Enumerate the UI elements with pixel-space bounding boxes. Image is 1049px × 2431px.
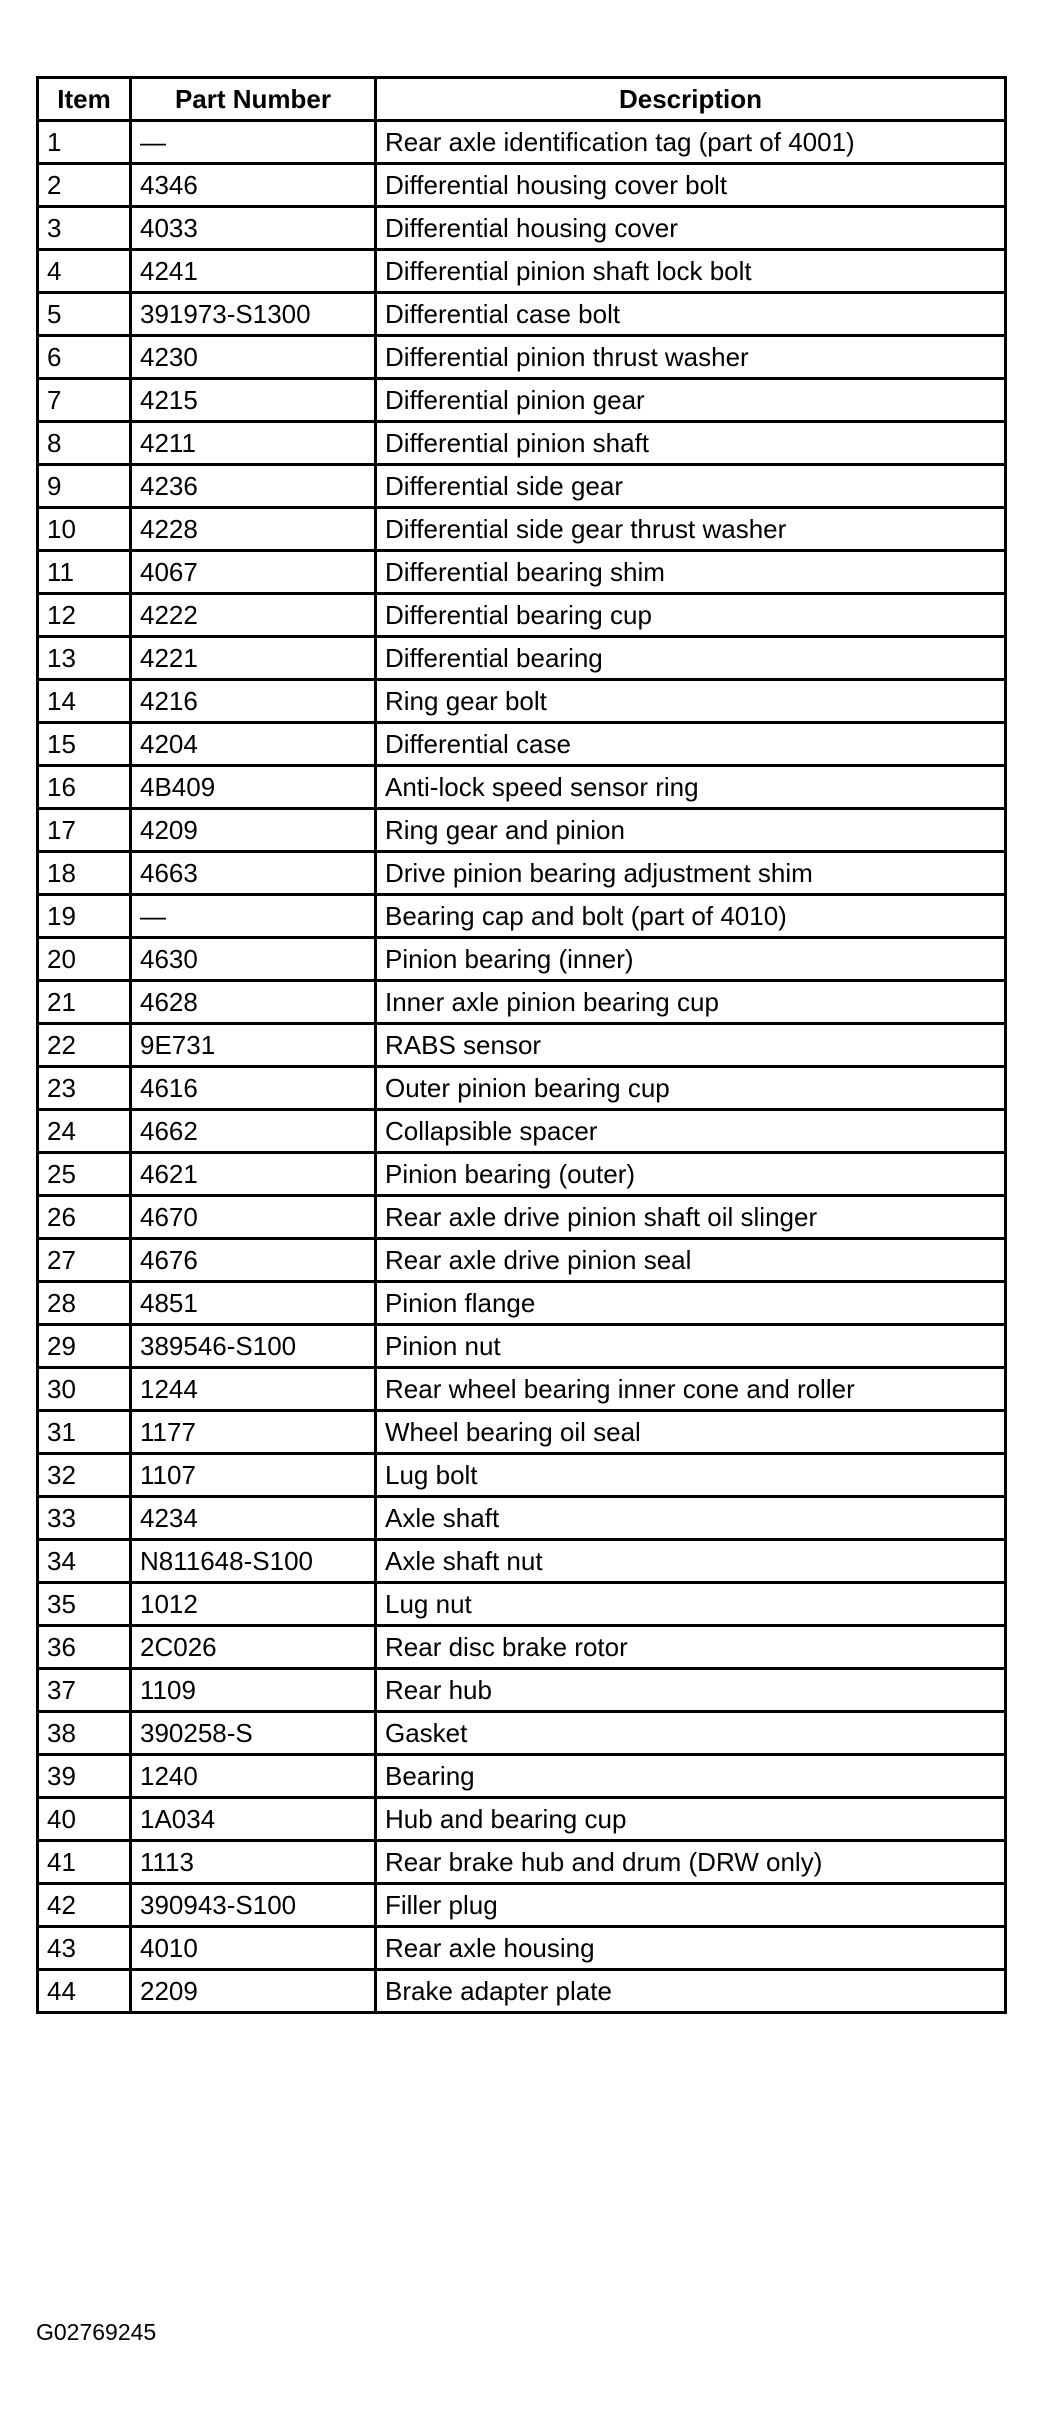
cell-part-number: N811648-S100 — [131, 1540, 376, 1583]
table-header-row — [38, 78, 1006, 121]
cell-description: Rear wheel bearing inner cone and roller — [376, 1368, 1006, 1411]
cell-part-number: 1240 — [131, 1755, 376, 1798]
table-row — [38, 895, 1006, 938]
cell-item: 15 — [38, 723, 131, 766]
cell-part-number: 4010 — [131, 1927, 376, 1970]
cell-item: 2 — [38, 164, 131, 207]
table-row — [38, 723, 1006, 766]
cell-description: Drive pinion bearing adjustment shim — [376, 852, 1006, 895]
cell-description: Differential housing cover — [376, 207, 1006, 250]
cell-item: 37 — [38, 1669, 131, 1712]
table-row — [38, 637, 1006, 680]
column-header-item: Item — [38, 78, 131, 121]
cell-description: Ring gear bolt — [376, 680, 1006, 723]
table-row — [38, 121, 1006, 164]
cell-part-number: 4033 — [131, 207, 376, 250]
table-row — [38, 293, 1006, 336]
cell-part-number: 390943-S100 — [131, 1884, 376, 1927]
cell-part-number: 4851 — [131, 1282, 376, 1325]
cell-item: 42 — [38, 1884, 131, 1927]
cell-item: 11 — [38, 551, 131, 594]
cell-part-number: 4067 — [131, 551, 376, 594]
cell-part-number: 4209 — [131, 809, 376, 852]
cell-description: Bearing cap and bolt (part of 4010) — [376, 895, 1006, 938]
cell-description: Brake adapter plate — [376, 1970, 1006, 2013]
cell-item: 32 — [38, 1454, 131, 1497]
table-row — [38, 981, 1006, 1024]
table-row — [38, 164, 1006, 207]
cell-part-number: 4B409 — [131, 766, 376, 809]
cell-description: Differential pinion shaft lock bolt — [376, 250, 1006, 293]
table-row — [38, 1712, 1006, 1755]
cell-description: Pinion flange — [376, 1282, 1006, 1325]
cell-part-number: 1012 — [131, 1583, 376, 1626]
cell-description: Wheel bearing oil seal — [376, 1411, 1006, 1454]
cell-item: 14 — [38, 680, 131, 723]
cell-part-number: 4630 — [131, 938, 376, 981]
cell-part-number: 1177 — [131, 1411, 376, 1454]
table-row — [38, 1411, 1006, 1454]
table-row — [38, 207, 1006, 250]
cell-description: Differential side gear — [376, 465, 1006, 508]
cell-item: 19 — [38, 895, 131, 938]
cell-part-number: 4676 — [131, 1239, 376, 1282]
cell-item: 41 — [38, 1841, 131, 1884]
cell-part-number: 4211 — [131, 422, 376, 465]
cell-item: 17 — [38, 809, 131, 852]
cell-part-number: 1107 — [131, 1454, 376, 1497]
cell-item: 34 — [38, 1540, 131, 1583]
cell-description: Pinion bearing (inner) — [376, 938, 1006, 981]
cell-part-number: 4241 — [131, 250, 376, 293]
cell-part-number: 4228 — [131, 508, 376, 551]
cell-description: Differential bearing — [376, 637, 1006, 680]
cell-description: Lug bolt — [376, 1454, 1006, 1497]
table-row — [38, 938, 1006, 981]
cell-item: 43 — [38, 1927, 131, 1970]
cell-item: 3 — [38, 207, 131, 250]
cell-description: Bearing — [376, 1755, 1006, 1798]
column-header-description: Description — [376, 78, 1006, 121]
cell-part-number: 4215 — [131, 379, 376, 422]
table-row — [38, 551, 1006, 594]
cell-item: 23 — [38, 1067, 131, 1110]
cell-item: 28 — [38, 1282, 131, 1325]
cell-item: 24 — [38, 1110, 131, 1153]
cell-part-number: 391973-S1300 — [131, 293, 376, 336]
cell-description: Axle shaft — [376, 1497, 1006, 1540]
cell-part-number: 4616 — [131, 1067, 376, 1110]
cell-description: Rear axle drive pinion shaft oil slinger — [376, 1196, 1006, 1239]
table-row — [38, 1841, 1006, 1884]
cell-part-number: 4204 — [131, 723, 376, 766]
cell-item: 18 — [38, 852, 131, 895]
cell-item: 27 — [38, 1239, 131, 1282]
table-row — [38, 1583, 1006, 1626]
table-row — [38, 1884, 1006, 1927]
cell-part-number: — — [131, 121, 376, 164]
cell-description: Pinion nut — [376, 1325, 1006, 1368]
cell-item: 21 — [38, 981, 131, 1024]
cell-description: Rear brake hub and drum (DRW only) — [376, 1841, 1006, 1884]
cell-description: Rear axle housing — [376, 1927, 1006, 1970]
table-row — [38, 766, 1006, 809]
cell-part-number: 4670 — [131, 1196, 376, 1239]
cell-description: Lug nut — [376, 1583, 1006, 1626]
table-row — [38, 465, 1006, 508]
parts-table — [36, 76, 1007, 2014]
cell-description: Differential pinion gear — [376, 379, 1006, 422]
table-row — [38, 508, 1006, 551]
cell-item: 7 — [38, 379, 131, 422]
table-row — [38, 680, 1006, 723]
cell-description: Anti-lock speed sensor ring — [376, 766, 1006, 809]
cell-description: Differential case — [376, 723, 1006, 766]
cell-item: 31 — [38, 1411, 131, 1454]
table-row — [38, 1325, 1006, 1368]
cell-description: Differential pinion thrust washer — [376, 336, 1006, 379]
cell-item: 9 — [38, 465, 131, 508]
cell-item: 30 — [38, 1368, 131, 1411]
cell-part-number: 4222 — [131, 594, 376, 637]
cell-item: 10 — [38, 508, 131, 551]
cell-description: Rear hub — [376, 1669, 1006, 1712]
cell-part-number: 4621 — [131, 1153, 376, 1196]
table-row — [38, 1798, 1006, 1841]
cell-description: Differential housing cover bolt — [376, 164, 1006, 207]
table-row — [38, 1196, 1006, 1239]
table-row — [38, 1153, 1006, 1196]
cell-item: 20 — [38, 938, 131, 981]
cell-description: Inner axle pinion bearing cup — [376, 981, 1006, 1024]
table-row — [38, 1067, 1006, 1110]
cell-description: Pinion bearing (outer) — [376, 1153, 1006, 1196]
cell-description: Filler plug — [376, 1884, 1006, 1927]
column-header-part-number: Part Number — [131, 78, 376, 121]
table-row — [38, 1970, 1006, 2013]
cell-part-number: 4230 — [131, 336, 376, 379]
table-body — [38, 121, 1006, 2013]
table-row — [38, 809, 1006, 852]
cell-description: RABS sensor — [376, 1024, 1006, 1067]
cell-part-number: 2C026 — [131, 1626, 376, 1669]
cell-part-number: 1A034 — [131, 1798, 376, 1841]
cell-item: 12 — [38, 594, 131, 637]
cell-item: 22 — [38, 1024, 131, 1067]
table-row — [38, 594, 1006, 637]
cell-part-number: 4346 — [131, 164, 376, 207]
table-row — [38, 1282, 1006, 1325]
table-row — [38, 250, 1006, 293]
cell-item: 25 — [38, 1153, 131, 1196]
table-row — [38, 1669, 1006, 1712]
cell-item: 26 — [38, 1196, 131, 1239]
cell-description: Rear axle identification tag (part of 4001) — [376, 121, 1006, 164]
cell-part-number: 4216 — [131, 680, 376, 723]
cell-part-number: 4628 — [131, 981, 376, 1024]
cell-description: Hub and bearing cup — [376, 1798, 1006, 1841]
cell-item: 16 — [38, 766, 131, 809]
cell-item: 1 — [38, 121, 131, 164]
cell-part-number: 4234 — [131, 1497, 376, 1540]
table-row — [38, 1024, 1006, 1067]
cell-item: 4 — [38, 250, 131, 293]
cell-part-number: 2209 — [131, 1970, 376, 2013]
cell-description: Differential pinion shaft — [376, 422, 1006, 465]
cell-part-number: 4221 — [131, 637, 376, 680]
table-row — [38, 336, 1006, 379]
cell-description: Rear disc brake rotor — [376, 1626, 1006, 1669]
cell-item: 13 — [38, 637, 131, 680]
cell-description: Differential bearing cup — [376, 594, 1006, 637]
cell-part-number: 4663 — [131, 852, 376, 895]
cell-item: 40 — [38, 1798, 131, 1841]
table-row — [38, 1626, 1006, 1669]
table-row — [38, 1239, 1006, 1282]
cell-part-number: 1109 — [131, 1669, 376, 1712]
table-row — [38, 1540, 1006, 1583]
cell-item: 38 — [38, 1712, 131, 1755]
cell-description: Differential bearing shim — [376, 551, 1006, 594]
cell-description: Ring gear and pinion — [376, 809, 1006, 852]
table-row — [38, 379, 1006, 422]
cell-item: 33 — [38, 1497, 131, 1540]
cell-part-number: 4236 — [131, 465, 376, 508]
cell-item: 35 — [38, 1583, 131, 1626]
cell-description: Gasket — [376, 1712, 1006, 1755]
cell-part-number: 9E731 — [131, 1024, 376, 1067]
table-row — [38, 1927, 1006, 1970]
figure-id: G02769245 — [36, 2319, 157, 2345]
cell-part-number: 1113 — [131, 1841, 376, 1884]
cell-description: Differential case bolt — [376, 293, 1006, 336]
cell-description: Rear axle drive pinion seal — [376, 1239, 1006, 1282]
cell-part-number: 4662 — [131, 1110, 376, 1153]
cell-description: Collapsible spacer — [376, 1110, 1006, 1153]
cell-item: 8 — [38, 422, 131, 465]
cell-item: 44 — [38, 1970, 131, 2013]
cell-part-number: 390258-S — [131, 1712, 376, 1755]
cell-part-number: 1244 — [131, 1368, 376, 1411]
cell-part-number: 389546-S100 — [131, 1325, 376, 1368]
table-row — [38, 1368, 1006, 1411]
cell-description: Outer pinion bearing cup — [376, 1067, 1006, 1110]
table-row — [38, 1110, 1006, 1153]
cell-item: 5 — [38, 293, 131, 336]
cell-item: 29 — [38, 1325, 131, 1368]
table-row — [38, 852, 1006, 895]
table-row — [38, 1454, 1006, 1497]
cell-item: 39 — [38, 1755, 131, 1798]
table-row — [38, 1755, 1006, 1798]
table-row — [38, 422, 1006, 465]
table-row — [38, 1497, 1006, 1540]
cell-description: Axle shaft nut — [376, 1540, 1006, 1583]
cell-description: Differential side gear thrust washer — [376, 508, 1006, 551]
cell-item: 36 — [38, 1626, 131, 1669]
cell-item: 6 — [38, 336, 131, 379]
cell-part-number: — — [131, 895, 376, 938]
